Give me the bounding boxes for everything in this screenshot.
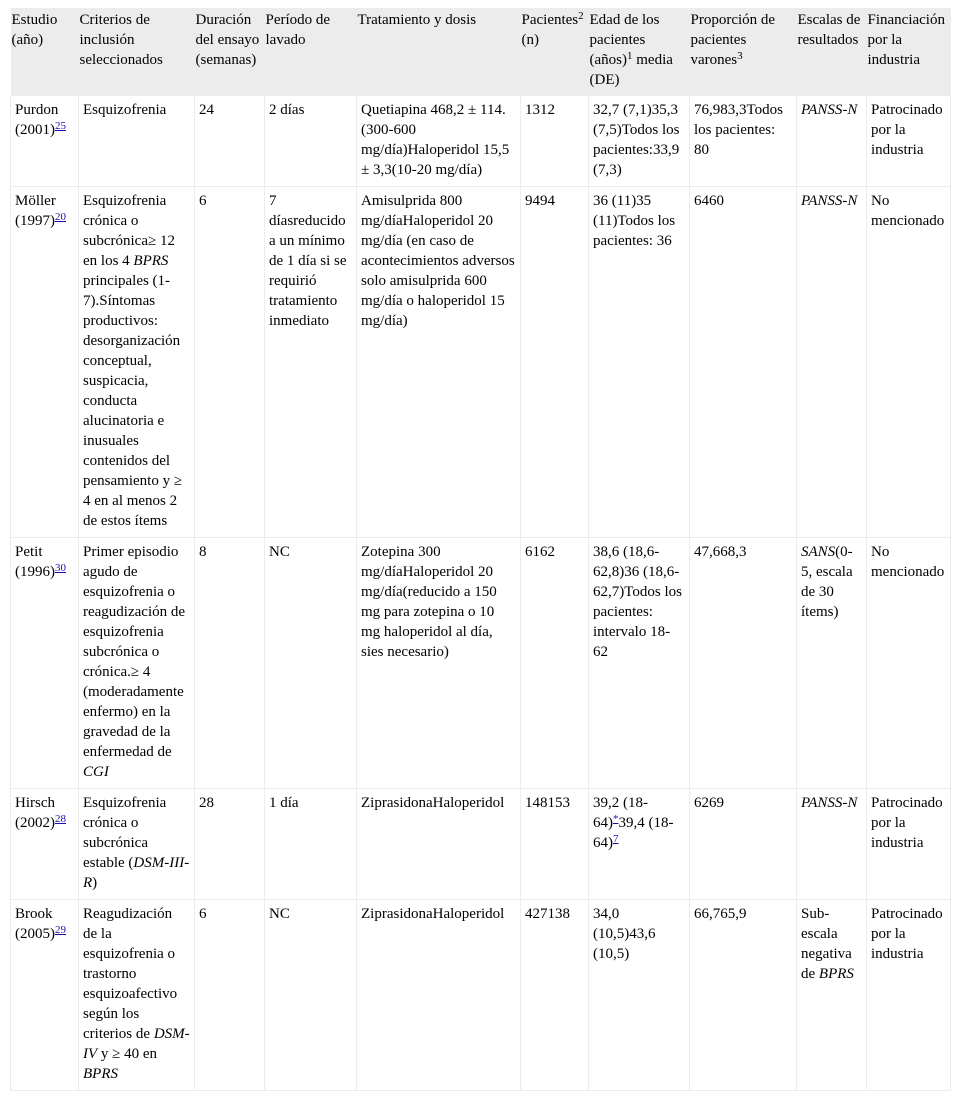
cell-text: Patrocinado por la industria (871, 102, 943, 158)
criteria-cell (79, 789, 195, 900)
cell-text: 39,2 (18-64) (593, 795, 648, 831)
cell-text: Purdon (2001) (15, 102, 59, 138)
funding-cell (867, 187, 951, 538)
duration-cell (195, 538, 265, 789)
cell-text: 38,6 (18,6-62,8)36 (18,6-62,7)Todos los pacientes: intervalo 18-62 (593, 544, 682, 660)
criteria-cell (79, 187, 195, 538)
reference-link[interactable]: 30 (55, 562, 66, 574)
male-proportion-cell (690, 789, 797, 900)
cell-text: 427138 (525, 906, 570, 922)
criteria-cell (79, 538, 195, 789)
cell-text: Quetiapina 468,2 ± 114.(300-600 mg/día)Haloperidol 15,5 ± 3,3(10-20 mg/día) (361, 102, 510, 178)
patients-cell (521, 187, 589, 538)
col-washout-header (265, 8, 357, 96)
funding-cell (867, 900, 951, 1091)
reference-marker (55, 813, 66, 825)
cell-text: 1 día (269, 795, 299, 811)
italic-term: BPRS (818, 966, 854, 982)
cell-text: 76,983,3Todos los pacientes: 80 (694, 102, 783, 158)
cell-text: Patrocinado por la industria (871, 906, 943, 962)
cell-text: Amisulprida 800 mg/díaHaloperidol 20 mg/día (en caso de acontecimientos adversos solo amisulprida 600 mg/día o haloperidol 15 mg/día) (361, 193, 515, 329)
italic-term: PANSS-N (801, 102, 858, 118)
cell-text: No mencionado (871, 544, 945, 580)
age-cell (589, 96, 690, 187)
cell-text: 28 (199, 795, 214, 811)
header-label: Pacientes (521, 12, 579, 28)
header-label-suffix: (n) (521, 32, 539, 48)
study-cell (11, 538, 79, 789)
patients-cell (521, 789, 589, 900)
cell-text: 9494 (525, 193, 555, 209)
col-scales-header (797, 8, 867, 96)
cell-text: principales (1-7).Síntomas productivos: desorganización conceptual, suspicacia, conducta alucinatoria e inusuales contenidos del pensamiento y ≥ 4 en al menos 2 de estos ítems (83, 273, 183, 529)
header-label: Escalas de resultados (797, 12, 861, 48)
header-footnote-marker: 2 (578, 10, 584, 22)
cell-text: 8 (199, 544, 207, 560)
cell-text: Patrocinado por la industria (871, 795, 943, 851)
cell-text: Esquizofrenia (83, 102, 167, 118)
header-label: Duración del ensayo (semanas) (195, 12, 260, 68)
age-cell (589, 538, 690, 789)
studies-table (10, 8, 951, 1091)
header-footnote-marker: 1 (627, 50, 633, 62)
duration-cell (195, 789, 265, 900)
treatment-cell (357, 96, 521, 187)
washout-cell (265, 789, 357, 900)
treatment-cell (357, 538, 521, 789)
cell-text: 7 díasreducido a un mínimo de 1 día si se requirió tratamiento inmediato (269, 193, 347, 329)
cell-text: 6269 (694, 795, 724, 811)
header-label: Criterios de inclusión seleccionados (79, 12, 163, 68)
male-proportion-cell (690, 900, 797, 1091)
cell-text: 34,0 (10,5)43,6 (10,5) (593, 906, 656, 962)
header-label: Edad de los pacientes (años) (589, 12, 660, 68)
cell-text: 6 (199, 193, 207, 209)
cell-text: ) (92, 875, 98, 891)
age-cell (589, 789, 690, 900)
col-male-header (690, 8, 797, 96)
col-funding-header (867, 8, 951, 96)
footnote-link[interactable]: 7 (613, 833, 619, 845)
header-footnote-marker: 3 (737, 50, 743, 62)
treatment-cell (357, 187, 521, 538)
cell-text: 2 días (269, 102, 305, 118)
col-criteria-header (79, 8, 195, 96)
cell-text: No mencionado (871, 193, 945, 229)
male-proportion-cell (690, 538, 797, 789)
age-cell (589, 187, 690, 538)
cell-text: NC (269, 544, 290, 560)
header-label: Proporción de pacientes varones (690, 12, 776, 68)
patients-cell (521, 900, 589, 1091)
col-age-header (589, 8, 690, 96)
cell-text: NC (269, 906, 290, 922)
scales-cell (797, 900, 867, 1091)
duration-cell (195, 96, 265, 187)
reference-marker (55, 211, 66, 223)
male-proportion-cell (690, 187, 797, 538)
cell-text: ZiprasidonaHaloperidol (361, 906, 505, 922)
cell-text: Esquizofrenia crónica o subcrónica≥ 12 en los 4 (83, 193, 175, 269)
scales-cell (797, 789, 867, 900)
cell-text: (0-5, escala de 30 ítems) (801, 544, 853, 620)
italic-term: PANSS-N (801, 795, 858, 811)
cell-text: ZiprasidonaHaloperidol (361, 795, 505, 811)
washout-cell (265, 187, 357, 538)
header-label: Estudio (año) (11, 12, 58, 48)
male-proportion-cell (690, 96, 797, 187)
cell-text: Esquizofrenia crónica o subcrónica estable ( (83, 795, 167, 871)
reference-link[interactable]: 20 (55, 211, 66, 223)
italic-term: CGI (83, 764, 109, 780)
cell-text: Hirsch (2002) (15, 795, 55, 831)
reference-marker (55, 562, 66, 574)
cell-text: 24 (199, 102, 214, 118)
cell-text: Reagudización de la esquizofrenia o trastorno esquizoafectivo según los criterios de (83, 906, 178, 1042)
italic-term: BPRS (83, 1066, 118, 1082)
col-patients-header (521, 8, 589, 96)
duration-cell (195, 900, 265, 1091)
header-label: Período de lavado (265, 12, 331, 48)
washout-cell (265, 538, 357, 789)
cell-text: Primer episodio agudo de esquizofrenia o reagudización de esquizofrenia subcrónica o crónica.≥ 4 (moderadamente enfermo) en la gravedad de la enfermedad de (83, 544, 186, 760)
header-row (11, 8, 951, 96)
table-row (11, 187, 951, 538)
washout-cell (265, 96, 357, 187)
cell-text: Brook (2005) (15, 906, 55, 942)
study-cell (11, 900, 79, 1091)
cell-text: y ≥ 40 en (97, 1046, 158, 1062)
funding-cell (867, 538, 951, 789)
table-row (11, 538, 951, 789)
header-label: Financiación por la industria (867, 12, 945, 68)
funding-cell (867, 96, 951, 187)
cell-text: 6460 (694, 193, 724, 209)
header-label: Tratamiento y dosis (357, 12, 477, 28)
italic-term: SANS (801, 544, 836, 560)
washout-cell (265, 900, 357, 1091)
table-header (11, 8, 951, 96)
italic-term: PANSS-N (801, 193, 858, 209)
reference-link[interactable]: 28 (55, 813, 66, 825)
italic-term: DSM-III-R (83, 855, 190, 891)
funding-cell (867, 789, 951, 900)
age-cell (589, 900, 690, 1091)
header-label-suffix: media (DE) (589, 52, 673, 88)
cell-text: 148153 (525, 795, 570, 811)
patients-cell (521, 96, 589, 187)
italic-term: DSM-IV (83, 1026, 190, 1062)
duration-cell (195, 187, 265, 538)
footnote-link[interactable]: * (613, 813, 619, 825)
cell-text: 66,765,9 (694, 906, 747, 922)
reference-link[interactable]: 25 (55, 120, 66, 132)
study-cell (11, 187, 79, 538)
cell-text: Petit (1996) (15, 544, 55, 580)
table-row (11, 96, 951, 187)
scales-cell (797, 538, 867, 789)
cell-text: Zotepina 300 mg/díaHaloperidol 20 mg/día(reducido a 150 mg para zotepina o 10 mg haloperidol al día, sies necesario) (361, 544, 497, 660)
scales-cell (797, 187, 867, 538)
cell-text: 32,7 (7,1)35,3 (7,5)Todos los pacientes:33,9 (7,3) (593, 102, 680, 178)
reference-marker (55, 924, 66, 936)
cell-text: 36 (11)35 (11)Todos los pacientes: 36 (593, 193, 676, 249)
cell-text: 6162 (525, 544, 555, 560)
cell-text: Möller (1997) (15, 193, 56, 229)
scales-cell (797, 96, 867, 187)
table-row (11, 900, 951, 1091)
cell-text: 6 (199, 906, 207, 922)
criteria-cell (79, 96, 195, 187)
cell-text: Sub-escala negativa de (801, 906, 852, 982)
study-cell (11, 789, 79, 900)
col-study-header (11, 8, 79, 96)
table-row (11, 789, 951, 900)
study-cell (11, 96, 79, 187)
treatment-cell (357, 900, 521, 1091)
criteria-cell (79, 900, 195, 1091)
cell-text: 1312 (525, 102, 555, 118)
reference-marker (55, 120, 66, 132)
footnote-marker (613, 833, 619, 845)
table-body (11, 96, 951, 1091)
patients-cell (521, 538, 589, 789)
col-treatment-header (357, 8, 521, 96)
cell-text: 47,668,3 (694, 544, 747, 560)
cell-text: 39,4 (18-64) (593, 815, 674, 851)
italic-term: BPRS (133, 253, 169, 269)
col-duration-header (195, 8, 265, 96)
treatment-cell (357, 789, 521, 900)
reference-link[interactable]: 29 (55, 924, 66, 936)
